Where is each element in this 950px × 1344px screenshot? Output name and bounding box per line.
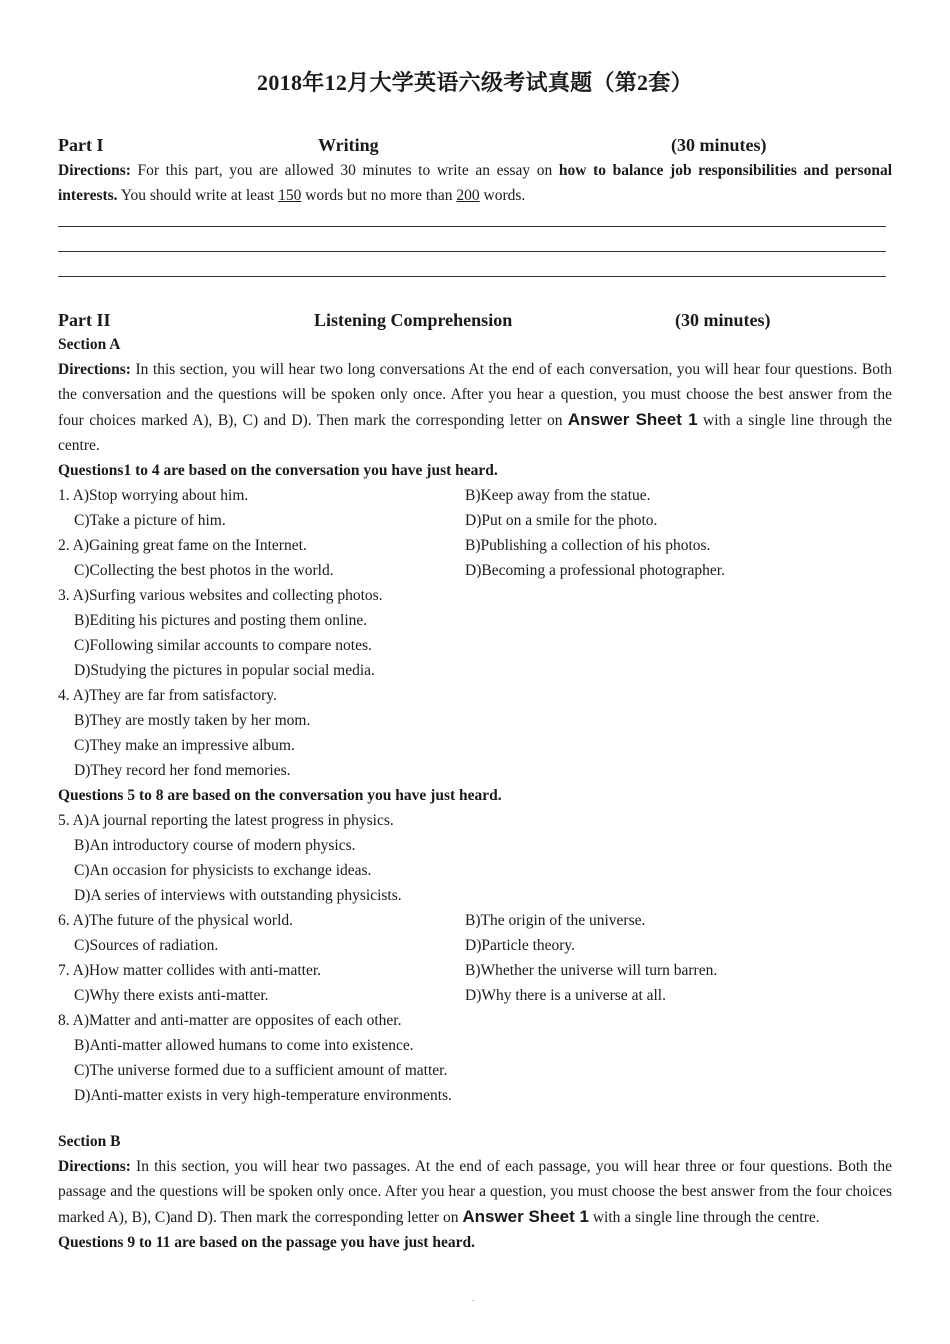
choice-d: D)Put on a smile for the photo. (465, 512, 658, 529)
choice-b: B)Publishing a collection of his photos. (465, 537, 711, 554)
directions-text: In this section, you will hear two passages. At the end of each passage, you will hear three or four questions. Both the passage and the questions will be spoken only once. After you hear a question, you must choose the best answer from the four choices marked A), B), C)and D). Then mark the corresponding letter on (58, 1158, 892, 1226)
question-7 (58, 958, 892, 983)
question-6 (58, 908, 892, 933)
directions-label: Directions: (58, 162, 131, 179)
choice-b: B)Anti-matter allowed humans to come into existence. (74, 1037, 414, 1054)
choice-b: B)Whether the universe will turn barren. (465, 962, 718, 979)
page-title: 2018年12月大学英语六级考试真题（第2套） (257, 70, 693, 95)
directions-label: Directions: (58, 1158, 131, 1175)
question-6-row2 (58, 933, 892, 958)
directions-label: Directions: (58, 361, 131, 378)
section-b-directions (58, 1154, 892, 1230)
question-7-row2 (58, 983, 892, 1008)
choice-b: B)The origin of the universe. (465, 912, 646, 929)
section-a (58, 332, 892, 1108)
footer-mark: . (472, 1294, 474, 1303)
question-1-row2 (58, 508, 892, 533)
choice-d: D)They record her fond memories. (74, 762, 291, 779)
choice-d: D)Studying the pictures in popular social media. (74, 662, 375, 679)
choice-d: D)Anti-matter exists in very high-temperature environments. (74, 1087, 452, 1104)
directions-text: with a single line through the centre. (588, 1209, 820, 1226)
part1-label: Part I (58, 135, 104, 155)
question-4: 4. A)They are far from satisfactory. (58, 687, 277, 704)
answer-line (58, 251, 886, 252)
directions-text: For this part, you are allowed 30 minutes to write an essay on (130, 162, 559, 179)
answer-line (58, 276, 886, 277)
answer-line (58, 226, 886, 227)
choice-d: D)Particle theory. (465, 937, 576, 954)
choice-c: C)An occasion for physicists to exchange ideas. (74, 862, 372, 879)
choice-a: 6. A)The future of the physical world. (58, 912, 294, 929)
question-group-heading: Questions 9 to 11 are based on the passage you have just heard. (58, 1234, 475, 1251)
choice-c: C)Sources of radiation. (74, 937, 219, 954)
directions-text: words but no more than (301, 187, 457, 204)
choice-d: D)Becoming a professional photographer. (465, 562, 725, 579)
question-group-heading: Questions 5 to 8 are based on the conversation you have just heard. (58, 787, 502, 804)
directions-text: words. (479, 187, 526, 204)
question-1 (58, 483, 892, 508)
choice-d: D)A series of interviews with outstanding physicists. (74, 887, 402, 904)
answer-sheet-ref: Answer Sheet 1 (567, 410, 698, 429)
choice-a: 1. A)Stop worrying about him. (58, 487, 249, 504)
choice-b: B)Keep away from the statue. (465, 487, 651, 504)
choice-d: D)Why there is a universe at all. (465, 987, 666, 1004)
choice-c: C)The universe formed due to a sufficient amount of matter. (74, 1062, 448, 1079)
section-b-heading: Section B (58, 1133, 121, 1150)
section-a-directions (58, 357, 892, 458)
choice-a: 2. A)Gaining great fame on the Internet. (58, 537, 307, 554)
part2-time: (30 minutes) (675, 310, 771, 330)
essay-topic: how to balance job responsibilities and personal interests. (58, 162, 893, 204)
section-a-heading: Section A (58, 336, 121, 353)
choice-a: 7. A)How matter collides with anti-matter. (58, 962, 322, 979)
section-b (58, 1129, 892, 1255)
part2-label: Part II (58, 310, 111, 330)
choice-b: B)Editing his pictures and posting them online. (74, 612, 368, 629)
directions-text: You should write at least (117, 187, 279, 204)
question-3: 3. A)Surfing various websites and collecting photos. (58, 587, 383, 604)
part2-name: Listening Comprehension (314, 310, 513, 330)
choice-c: C)Take a picture of him. (74, 512, 226, 529)
directions-text: In this section, you will hear two long conversations At the end of each conversation, you will hear four questions. Both the conversation and the questions will be spoken only once. After you hear a question, you must choose the best answer from the four choices marked A), B), C) and D). Then mark the corresponding letter on (58, 361, 892, 429)
part2-header (58, 310, 892, 334)
max-words: 200 (456, 187, 480, 204)
choice-c: C)Why there exists anti-matter. (74, 987, 269, 1004)
directions-text: with a single line through the centre. (58, 412, 892, 454)
question-5: 5. A)A journal reporting the latest progress in physics. (58, 812, 394, 829)
part1-name: Writing (318, 135, 379, 155)
question-2 (58, 533, 892, 558)
choice-c: C)They make an impressive album. (74, 737, 295, 754)
choice-c: C)Collecting the best photos in the world. (74, 562, 334, 579)
question-2-row2 (58, 558, 892, 583)
question-group-heading: Questions1 to 4 are based on the conversation you have just heard. (58, 462, 498, 479)
choice-b: B)They are mostly taken by her mom. (74, 712, 311, 729)
part1-time: (30 minutes) (671, 135, 767, 155)
part1-header (58, 135, 892, 159)
choice-b: B)An introductory course of modern physics. (74, 837, 356, 854)
answer-sheet-ref: Answer Sheet 1 (462, 1207, 589, 1226)
min-words: 150 (278, 187, 302, 204)
part1-directions (58, 158, 892, 208)
choice-c: C)Following similar accounts to compare notes. (74, 637, 372, 654)
question-8: 8. A)Matter and anti-matter are opposites of each other. (58, 1012, 402, 1029)
